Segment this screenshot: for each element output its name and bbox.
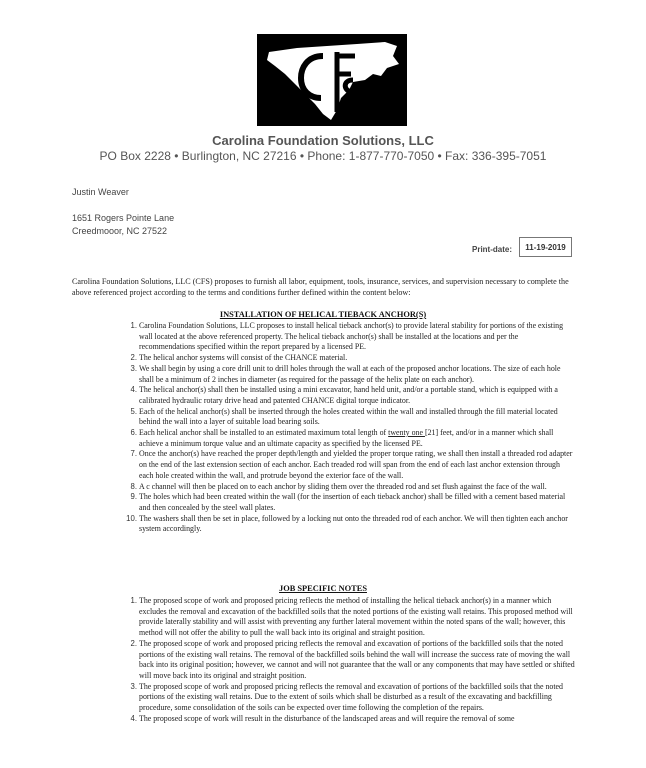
list-item <box>130 481 575 493</box>
list-number: 1. <box>130 596 137 605</box>
list-number: 1. <box>130 321 137 330</box>
list-item <box>130 449 575 481</box>
list-number: 8. <box>130 481 137 491</box>
list-item <box>130 353 575 364</box>
list-number: 2. <box>130 353 137 363</box>
print-date-value: 11-19-2019 <box>519 237 572 257</box>
print-date-label: Print-date: <box>472 245 512 254</box>
list-item <box>130 406 575 428</box>
list-number: 6. <box>130 428 137 438</box>
list-text: The holes which had been created within the wall (for the insertion of each tieback anchor) shall be filled with a cement based material and then concealed by the steel wall plates. <box>139 492 566 512</box>
list-text: Each of the helical anchor(s) shall be inserted through the holes created within the wall and installed through the fill material located behind the wall into a layer of suitable load bearing soils. <box>139 406 558 427</box>
list-text: Each helical anchor shall be installed to an estimated maximum total length of <box>139 428 389 438</box>
list-number: 2. <box>130 638 137 648</box>
list-text: The proposed scope of work and proposed pricing reflects the removal and excavation of portions of the backfilled soils that the noted portions of the existing wall retains. Due to the extent of soils which shall be disturbed as a result of the excavating and backfilling procedure, some consolidation of the soils can be expected over time following the completion of the repairs. <box>139 681 563 713</box>
job-notes-heading: JOB SPECIFIC NOTES <box>279 584 367 593</box>
company-logo <box>257 34 407 126</box>
list-item <box>130 638 575 682</box>
installation-heading: INSTALLATION OF HELICAL TIEBACK ANCHOR(S) <box>219 310 427 319</box>
recipient-name: Justin Weaver <box>72 187 129 197</box>
list-item <box>130 428 575 449</box>
list-number: 10. <box>126 513 137 523</box>
list-text: The helical anchor systems will consist of the CHANCE material. <box>139 353 348 363</box>
cfs-logo-nc-map-icon <box>257 34 407 126</box>
list-item <box>130 596 575 639</box>
recipient-city-state-zip: Creedmooor, NC 27522 <box>72 226 168 236</box>
installation-list <box>126 321 575 535</box>
list-item <box>130 492 575 513</box>
list-item <box>130 385 575 406</box>
list-text: The proposed scope of work and proposed pricing reflects the method of installing the helical tieback anchor(s) in a manner which excludes the removal and excavation of the backfilled soils that the noted portions of the existing wall retains. This proposed method will provide laterally stability and will assist with preventing any further lateral movement within the noted spans of the wall; however, this method will not offer the ability to pull the wall back into its original and straight position. <box>139 596 573 638</box>
list-number: 4. <box>130 713 137 723</box>
list-item <box>126 513 575 535</box>
company-contact-line: PO Box 2228 • Burlington, NC 27216 • Phone: 1-877-770-7050 • Fax: 336-395-7051 <box>99 149 547 163</box>
list-text: A c channel will then be placed on to each anchor by sliding them over the threaded rod and set flush against the face of the wall. <box>139 481 547 491</box>
list-number: 3. <box>130 681 137 691</box>
list-item <box>130 713 575 725</box>
intro-paragraph: Carolina Foundation Solutions, LLC (CFS) proposes to furnish all labor, equipment, tools, insurance, services, and supervision necessary to complete the above referenced project according to the terms and conditions further defined within the content below: <box>72 277 569 297</box>
list-item <box>130 321 575 353</box>
list-number: 4. <box>130 385 137 395</box>
list-number: 5. <box>130 406 137 416</box>
list-text: We shall begin by using a core drill unit to drill holes through the wall at each of the proposed anchor locations. The size of each hole shall be a minimum of 2 inches in diameter (as required for the passage of the helix plate on each anchor). <box>139 363 561 384</box>
list-text: Once the anchor(s) have reached the proper depth/length and yielded the proper torque rating, we shall then install a threaded rod adapter on the end of the last extension section of each anchor. Each treaded rod will span from the end of each last anchor extension through each hole created within the wall, and protrude beyond the exterior face of the wall. <box>139 449 573 480</box>
list-text-underlined: twenty one <box>388 428 425 438</box>
list-item <box>130 363 575 385</box>
recipient-street: 1651 Rogers Pointe Lane <box>72 213 175 223</box>
list-text: [21] feet, and/or in a manner which shall achieve a minimum torque value and an ultimate capacity as specified by the licensed PE. <box>139 428 554 448</box>
list-item <box>130 681 575 714</box>
list-text: The washers shall then be set in place, followed by a locking nut onto the threaded rod of each anchor. We will then tighten each anchor system accordingly. <box>139 513 568 534</box>
list-text: The proposed scope of work will result in the disturbance of the landscaped areas and will require the removal of some <box>139 713 515 723</box>
list-number: 3. <box>130 363 137 373</box>
list-number: 7. <box>130 449 137 459</box>
list-text: The helical anchor(s) shall then be installed using a mini excavator, hand held unit, and/or a portable stand, which is equipped with a calibrated hydraulic rotary drive head and patented CHANCE digital torque indicator. <box>139 385 558 405</box>
list-text: Carolina Foundation Solutions, LLC proposes to install helical tieback anchor(s) to provide lateral stability for portions of the existing wall located at the above referenced property. The helical tieback anchor(s) shall be installed at the locations and per the recommendations specified within the report prepared by a licensed PE. <box>139 321 564 352</box>
list-text: The proposed scope of work and proposed pricing reflects the removal and excavation of portions of the backfilled soils that the noted portions of the existing wall retains. The removal of the backfilled soils behind the wall will increase the success rate of moving the wall back into its original position; however, we cannot and will not guarantee that the wall or any components that may have settled or shifted will move back into its original and straight position. <box>139 638 575 680</box>
company-name: Carolina Foundation Solutions, LLC <box>212 133 434 148</box>
job-notes-list <box>130 596 575 724</box>
list-number: 9. <box>130 492 137 502</box>
